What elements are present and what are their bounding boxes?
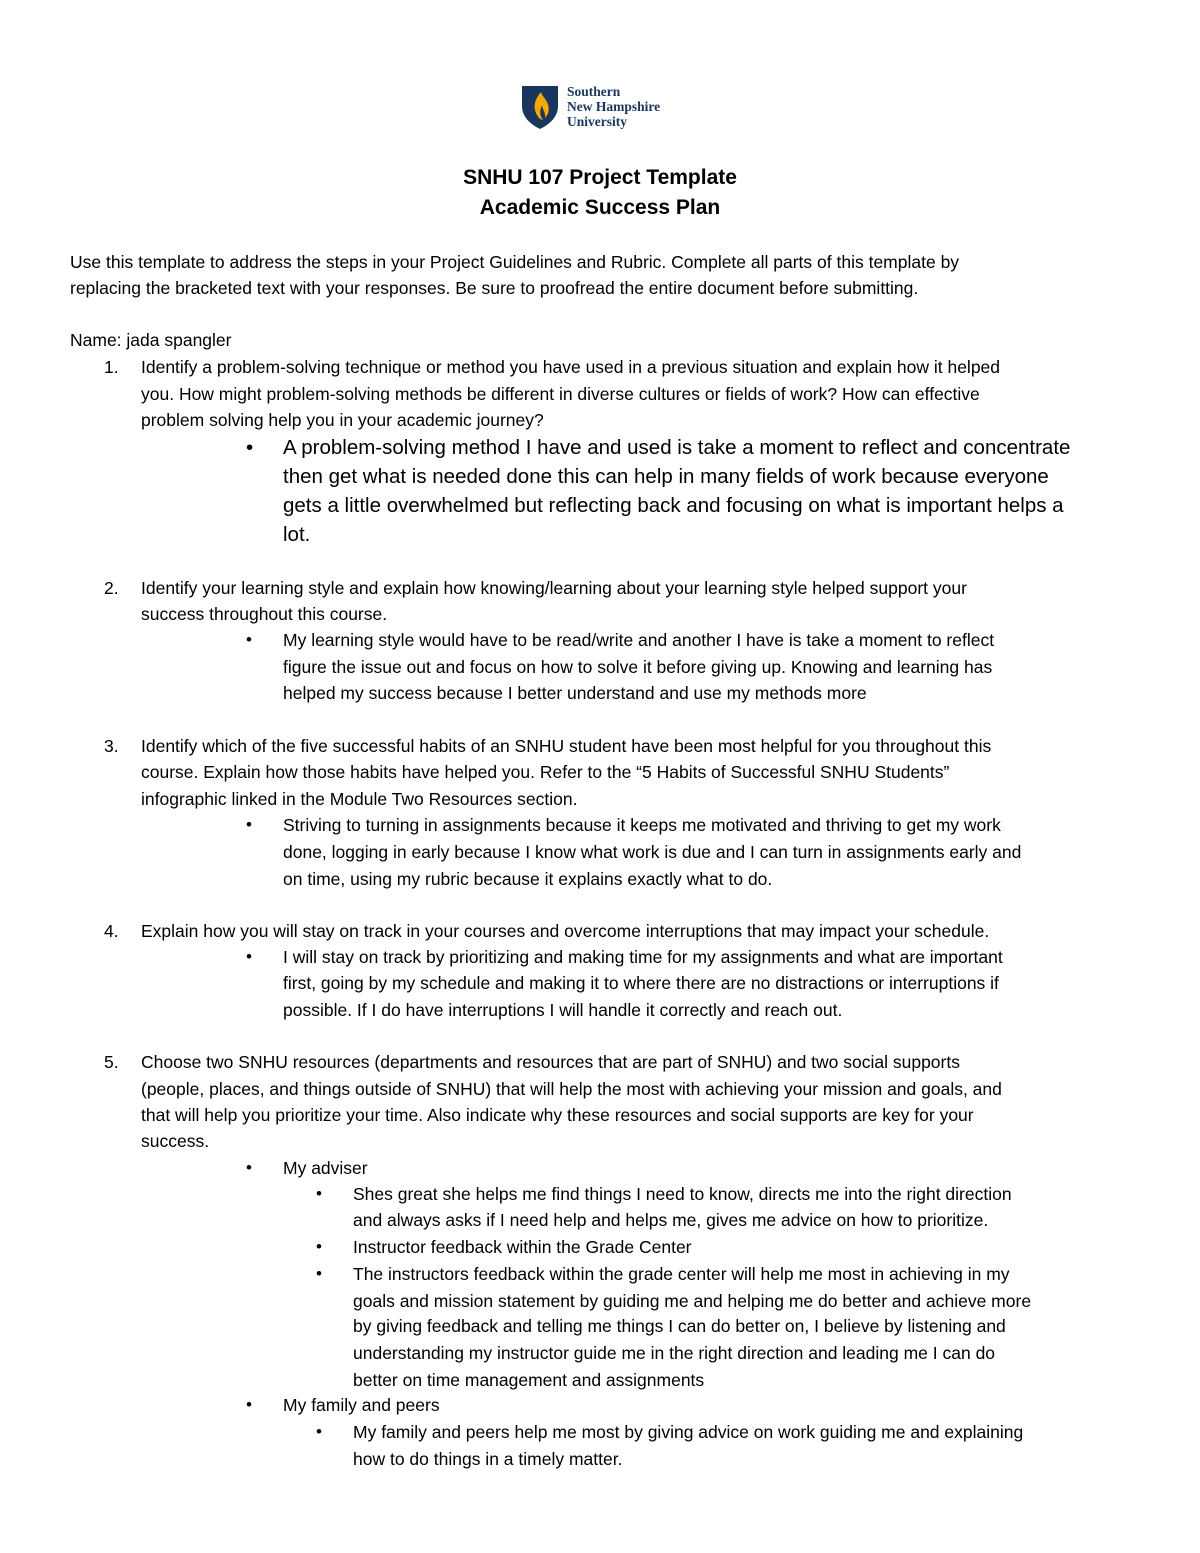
answer-line: Striving to turning in assignments because it keeps me motivated and thriving to get my work xyxy=(283,815,1001,835)
bullet-icon: • xyxy=(316,1237,322,1256)
bullet-icon: • xyxy=(246,947,252,966)
page-title: SNHU 107 Project Template xyxy=(463,166,737,189)
resource-label: My family and peers xyxy=(283,1395,440,1415)
intro-line: Use this template to address the steps in your Project Guidelines and Rubric. Complete all parts of this template by xyxy=(70,252,960,272)
bullet-icon: • xyxy=(246,815,252,834)
resource-detail-line: by giving feedback and telling me things I can do better on, I believe by listening and xyxy=(353,1316,1006,1336)
page-subtitle: Academic Success Plan xyxy=(479,196,721,219)
intro-line: replacing the bracketed text with your responses. Be sure to proofread the entire document before submitting. xyxy=(70,278,919,298)
question-line: success. xyxy=(141,1131,210,1151)
question-line: you. How might problem-solving methods be different in diverse cultures or fields of work? How can effective xyxy=(141,384,980,404)
resource-label: My adviser xyxy=(283,1158,368,1178)
resource-detail-line: how to do things in a timely matter. xyxy=(353,1449,623,1469)
logo-line: University xyxy=(567,114,627,129)
question-line: infographic linked in the Module Two Resources section. xyxy=(141,789,578,809)
answer-line: first, going by my schedule and making it to where there are no distractions or interruptions if xyxy=(283,973,999,993)
resource-detail-line: understanding my instructor guide me in the right direction and leading me I can do xyxy=(353,1343,996,1363)
answer-line: gets a little overwhelmed but reflecting back and focusing on what is important helps a xyxy=(283,494,1064,517)
answer-line: figure the issue out and focus on how to solve it before giving up. Knowing and learning has xyxy=(283,657,993,677)
question-number: 4. xyxy=(104,921,119,941)
question-number: 1. xyxy=(104,357,119,377)
answer-line: My learning style would have to be read/write and another I have is take a moment to reflect xyxy=(283,630,995,650)
bullet-icon: • xyxy=(246,630,252,649)
bullet-icon: • xyxy=(246,1158,252,1177)
question-line: (people, places, and things outside of SNHU) that will help the most with achieving your mission and goals, and xyxy=(141,1079,1002,1099)
question-line: that will help you prioritize your time. Also indicate why these resources and social supports are key for your xyxy=(141,1105,974,1125)
question-number: 2. xyxy=(104,578,119,598)
resource-detail-line: Instructor feedback within the Grade Center xyxy=(353,1237,692,1257)
logo-wordmark xyxy=(567,84,660,129)
question-line: success throughout this course. xyxy=(141,604,388,624)
answer-line: on time, using my rubric because it explains exactly what to do. xyxy=(283,869,773,889)
question-number: 3. xyxy=(104,736,119,756)
logo-line: Southern xyxy=(567,84,621,99)
name-field: Name: jada spangler xyxy=(70,330,232,350)
resource-detail-line: goals and mission statement by guiding me and helping me do better and achieve more xyxy=(353,1291,1032,1311)
question-line: Identify which of the five successful habits of an SNHU student have been most helpful for you throughout this xyxy=(141,736,992,756)
question-line: Explain how you will stay on track in your courses and overcome interruptions that may impact your schedule. xyxy=(141,921,990,941)
question-line: Identify your learning style and explain how knowing/learning about your learning style helped support your xyxy=(141,578,967,598)
resource-detail-line: better on time management and assignments xyxy=(353,1370,705,1390)
question-line: course. Explain how those habits have helped you. Refer to the “5 Habits of Successful SNHU Students” xyxy=(141,762,950,782)
resource-detail-line: The instructors feedback within the grade center will help me most in achieving in my xyxy=(353,1264,1010,1284)
answer-line: then get what is needed done this can help in many fields of work because everyone xyxy=(283,465,1049,488)
resource-detail-line: My family and peers help me most by giving advice on work guiding me and explaining xyxy=(353,1422,1024,1442)
answer-line: I will stay on track by prioritizing and making time for my assignments and what are important xyxy=(283,947,1003,967)
shield-flame-icon xyxy=(520,84,560,130)
bullet-icon: • xyxy=(246,436,254,459)
bullet-icon: • xyxy=(316,1422,322,1441)
question-line: problem solving help you in your academic journey? xyxy=(141,410,544,430)
resource-detail-line: and always asks if I need help and helps me, gives me advice on how to prioritize. xyxy=(353,1210,989,1230)
answer-line: helped my success because I better understand and use my methods more xyxy=(283,683,867,703)
answer-line: done, logging in early because I know what work is due and I can turn in assignments early and xyxy=(283,842,1022,862)
logo-line: New Hampshire xyxy=(567,99,661,114)
question-line: Choose two SNHU resources (departments and resources that are part of SNHU) and two social supports xyxy=(141,1052,960,1072)
answer-line: possible. If I do have interruptions I will handle it correctly and reach out. xyxy=(283,1000,843,1020)
answer-line: A problem-solving method I have and used is take a moment to reflect and concentrate xyxy=(283,436,1071,459)
bullet-icon: • xyxy=(246,1395,252,1414)
answer-line: lot. xyxy=(283,523,311,546)
bullet-icon: • xyxy=(316,1184,322,1203)
bullet-icon: • xyxy=(316,1264,322,1283)
question-number: 5. xyxy=(104,1052,119,1072)
resource-detail-line: Shes great she helps me find things I need to know, directs me into the right direction xyxy=(353,1184,1012,1204)
question-line: Identify a problem-solving technique or method you have used in a previous situation and explain how it helped xyxy=(141,357,1001,377)
snhu-logo xyxy=(520,84,690,132)
